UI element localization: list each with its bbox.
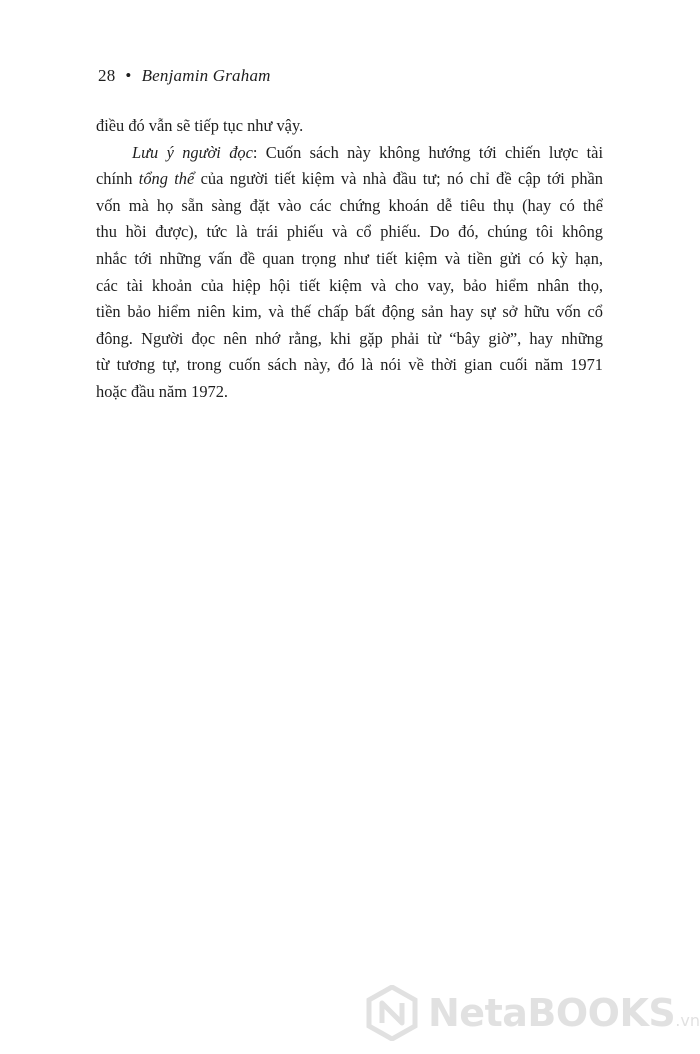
- running-title: Benjamin Graham: [141, 66, 271, 85]
- text-line: thu hồi được), tức là trái phiếu và cổ phiếu. Do đó, chúng tôi không: [96, 222, 603, 242]
- watermark: [366, 983, 700, 1043]
- running-header: [98, 66, 271, 86]
- text-line: các tài khoản của hiệp hội tiết kiệm và cho vay, bảo hiểm nhân thọ,: [96, 275, 603, 295]
- note-label: Lưu ý người đọc: [132, 142, 253, 162]
- text-line: từ tương tự, trong cuốn sách này, đó là nói về thời gian cuối năm 1971: [96, 355, 603, 375]
- text-line: nhắc tới những vấn đề quan trọng như tiết kiệm và tiền gửi có kỳ hạn,: [96, 248, 603, 268]
- text-span: chính: [96, 169, 139, 189]
- netabooks-logo-icon: [366, 985, 418, 1041]
- body-text: [96, 113, 603, 406]
- text-line: tiền bảo hiểm niên kim, và thế chấp bất động sản hay sự sở hữu vốn cổ: [96, 302, 603, 322]
- page-number: 28: [98, 66, 116, 85]
- watermark-suffix: .vn: [675, 1011, 700, 1030]
- text-line: [96, 166, 603, 193]
- header-separator: •: [125, 66, 132, 85]
- emphasis-text: tổng thể: [138, 169, 195, 189]
- text-span: của người tiết kiệm và nhà đầu tư; nó chỉ đề cập tới phần: [194, 169, 603, 189]
- paragraph-first-line: [96, 140, 603, 167]
- text-line: hoặc đầu năm 1972.: [96, 381, 228, 401]
- text-span: : Cuốn sách này không hướng tới chiến lược tài: [252, 142, 603, 162]
- text-line: đông. Người đọc nên nhớ rằng, khi gặp phải từ “bây giờ”, hay những: [96, 328, 603, 348]
- watermark-text: [428, 991, 700, 1035]
- text-line: điều đó vẫn sẽ tiếp tục như vậy.: [96, 116, 304, 135]
- watermark-brand: NetaBOOKS: [428, 991, 676, 1035]
- text-line: vốn mà họ sẵn sàng đặt vào các chứng khoán dễ tiêu thụ (hay có thể: [96, 195, 603, 215]
